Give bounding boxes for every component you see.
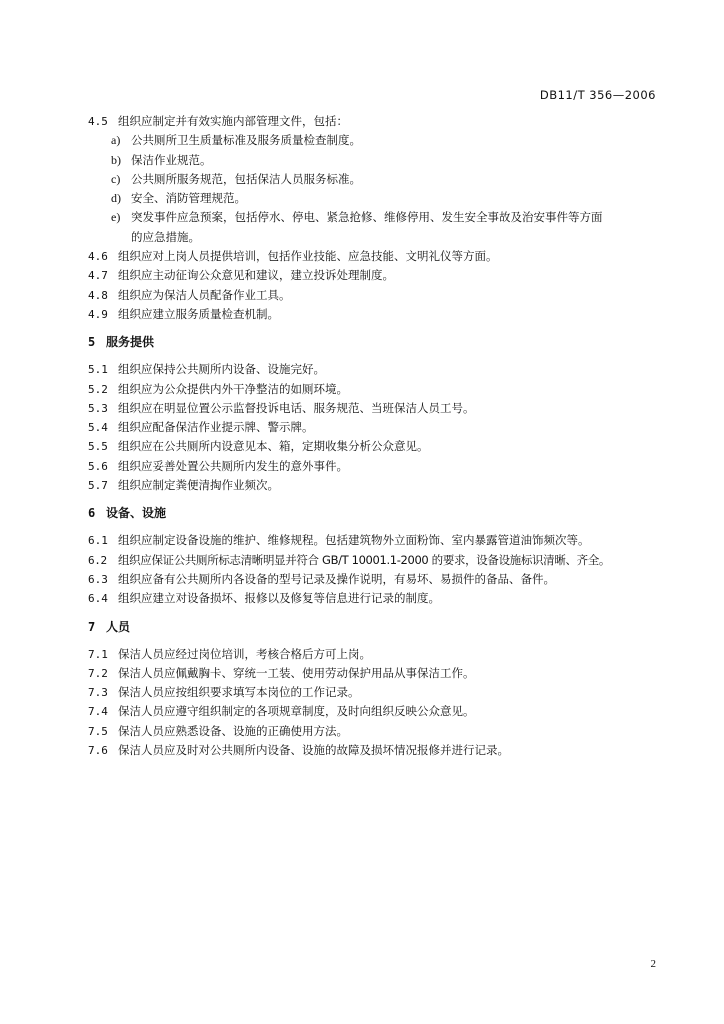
sub-text: 安全、消防管理规范。 <box>131 191 246 206</box>
section-5-heading <box>88 333 668 352</box>
clause-text: 组织应妥善处置公共厕所内发生的意外事件。 <box>118 458 348 473</box>
section-title: 设备、设施 <box>106 506 167 521</box>
clause-4-9 <box>88 305 668 324</box>
clause-6-3 <box>88 570 668 589</box>
clause-6-4 <box>88 589 668 608</box>
clause-4-5-c <box>88 170 668 189</box>
clause-number: 6.2 <box>88 553 107 567</box>
clause-4-5-e <box>88 208 668 227</box>
clause-number: 5.2 <box>88 382 108 396</box>
clause-number: 7.4 <box>88 705 108 719</box>
clause-text: 保洁人员应熟悉设备、设施的正确使用方法。 <box>118 723 348 738</box>
clause-text: 组织应备有公共厕所内各设备的型号记录及操作说明，有易坏、易损件的备品、备件。 <box>118 571 555 586</box>
clause-text: 保洁人员应按组织要求填写本岗位的工作记录。 <box>118 685 360 700</box>
clause-5-4 <box>88 418 668 437</box>
document-code-header: DB11/T 356—2006 <box>539 88 656 102</box>
clause-number: 4.9 <box>88 307 108 321</box>
clause-text: 组织应制定粪便清掏作业频次。 <box>118 478 279 493</box>
clause-5-7 <box>88 476 668 495</box>
clause-7-3 <box>88 683 668 702</box>
clause-number: 5.3 <box>88 401 108 415</box>
clause-4-5-e-continuation: 的应急措施。 <box>131 229 200 244</box>
clause-text: 保洁人员应及时对公共厕所内设备、设施的故障及损坏情况报修并进行记录。 <box>118 743 509 758</box>
document-body <box>88 112 668 760</box>
clause-4-5-a <box>88 131 668 150</box>
clause-number: 5.5 <box>88 440 108 454</box>
clause-4-7 <box>88 266 668 285</box>
clause-number: 7.6 <box>88 744 108 758</box>
clause-text: 组织应建立对设备损坏、报修以及修复等信息进行记录的制度。 <box>118 591 440 606</box>
clause-7-4 <box>88 702 668 721</box>
clause-number: 5.1 <box>88 363 108 377</box>
clause-number: 7.1 <box>88 647 108 661</box>
clause-6-1 <box>88 531 668 550</box>
clause-4-5-d <box>88 189 668 208</box>
clause-5-3 <box>88 399 668 418</box>
clause-text: 组织应对上岗人员提供培训，包括作业技能、应急技能、文明礼仪等方面。 <box>118 249 498 264</box>
clause-7-1 <box>88 645 668 664</box>
clause-4-6 <box>88 247 668 266</box>
sub-text: 公共厕所服务规范，包括保洁人员服务标准。 <box>131 171 361 186</box>
clause-number: 4.8 <box>88 288 108 302</box>
page-number: 2 <box>650 958 656 970</box>
clause-number: 6.3 <box>88 572 108 586</box>
clause-number: 4.5 <box>88 115 108 128</box>
sub-label: b) <box>111 152 121 167</box>
clause-7-5 <box>88 722 668 741</box>
clause-number: 6.1 <box>88 534 108 548</box>
clause-text: 组织应在明显位置公示监督投诉电话、服务规范、当班保洁人员工号。 <box>118 400 475 415</box>
clause-number: 6.4 <box>88 592 108 606</box>
clause-text: 组织应制定设备设施的维护、维修规程。包括建筑物外立面粉饰、室内暴露管道油饰频次等。 <box>118 533 590 548</box>
clause-4-5 <box>88 112 668 131</box>
clause-number: 5.4 <box>88 421 108 435</box>
section-7-heading <box>88 618 668 637</box>
clause-text: 组织应配备保洁作业提示牌、警示牌。 <box>118 420 314 435</box>
section-number: 5 <box>88 335 96 350</box>
clause-number: 7.5 <box>88 724 108 738</box>
section-title: 人员 <box>106 619 131 634</box>
clause-text: 保洁人员应遵守组织制定的各项规章制度，及时向组织反映公众意见。 <box>118 704 475 719</box>
section-number: 7 <box>88 619 96 634</box>
clause-text: 组织应为公众提供内外干净整洁的如厕环境。 <box>118 381 348 396</box>
clause-4-5-b <box>88 151 668 170</box>
sub-text: 保洁作业规范。 <box>131 152 212 167</box>
section-6-heading <box>88 504 668 523</box>
clause-7-6 <box>88 741 668 760</box>
clause-number: 7.2 <box>88 666 108 680</box>
clause-text: 保洁人员应佩戴胸卡、穿统一工装、使用劳动保护用品从事保洁工作。 <box>118 665 475 680</box>
clause-text: 保洁人员应经过岗位培训，考核合格后方可上岗。 <box>118 646 371 661</box>
clause-7-2 <box>88 664 668 683</box>
clause-5-6 <box>88 457 668 476</box>
clause-5-2 <box>88 380 668 399</box>
section-title: 服务提供 <box>106 335 155 350</box>
clause-number: 4.7 <box>88 269 108 283</box>
sub-label: c) <box>111 171 121 186</box>
clause-6-2 <box>88 551 668 570</box>
clause-number: 5.7 <box>88 479 108 493</box>
clause-text: 组织应建立服务质量检查机制。 <box>118 306 279 321</box>
clause-5-5 <box>88 437 668 456</box>
clause-number: 5.6 <box>88 459 108 473</box>
clause-text: 组织应为保洁人员配备作业工具。 <box>118 287 291 302</box>
sub-text: 突发事件应急预案，包括停水、停电、紧急抢修、维修停用、发生安全事故及治安事件等方面 <box>131 210 603 225</box>
sub-label: d) <box>111 191 121 206</box>
clause-text: 组织应保持公共厕所内设备、设施完好。 <box>118 362 325 377</box>
clause-number: 4.6 <box>88 250 108 264</box>
clause-number: 7.3 <box>88 686 108 700</box>
sub-text: 公共厕所卫生质量标准及服务质量检查制度。 <box>131 133 361 148</box>
clause-text: 组织应在公共厕所内设意见本、箱，定期收集分析公众意见。 <box>118 439 429 454</box>
sub-label: e) <box>111 210 121 225</box>
clause-text: 组织应制定并有效实施内部管理文件，包括： <box>118 114 348 128</box>
clause-text: 组织应保证公共厕所标志清晰明显并符合 GB/T 10001.1-2000 的要求，设备设施标识清晰、齐全。 <box>118 552 611 567</box>
clause-4-8 <box>88 286 668 305</box>
section-number: 6 <box>88 506 96 521</box>
clause-text: 组织应主动征询公众意见和建议，建立投诉处理制度。 <box>118 268 394 283</box>
clause-5-1 <box>88 360 668 379</box>
sub-label: a) <box>111 133 121 148</box>
